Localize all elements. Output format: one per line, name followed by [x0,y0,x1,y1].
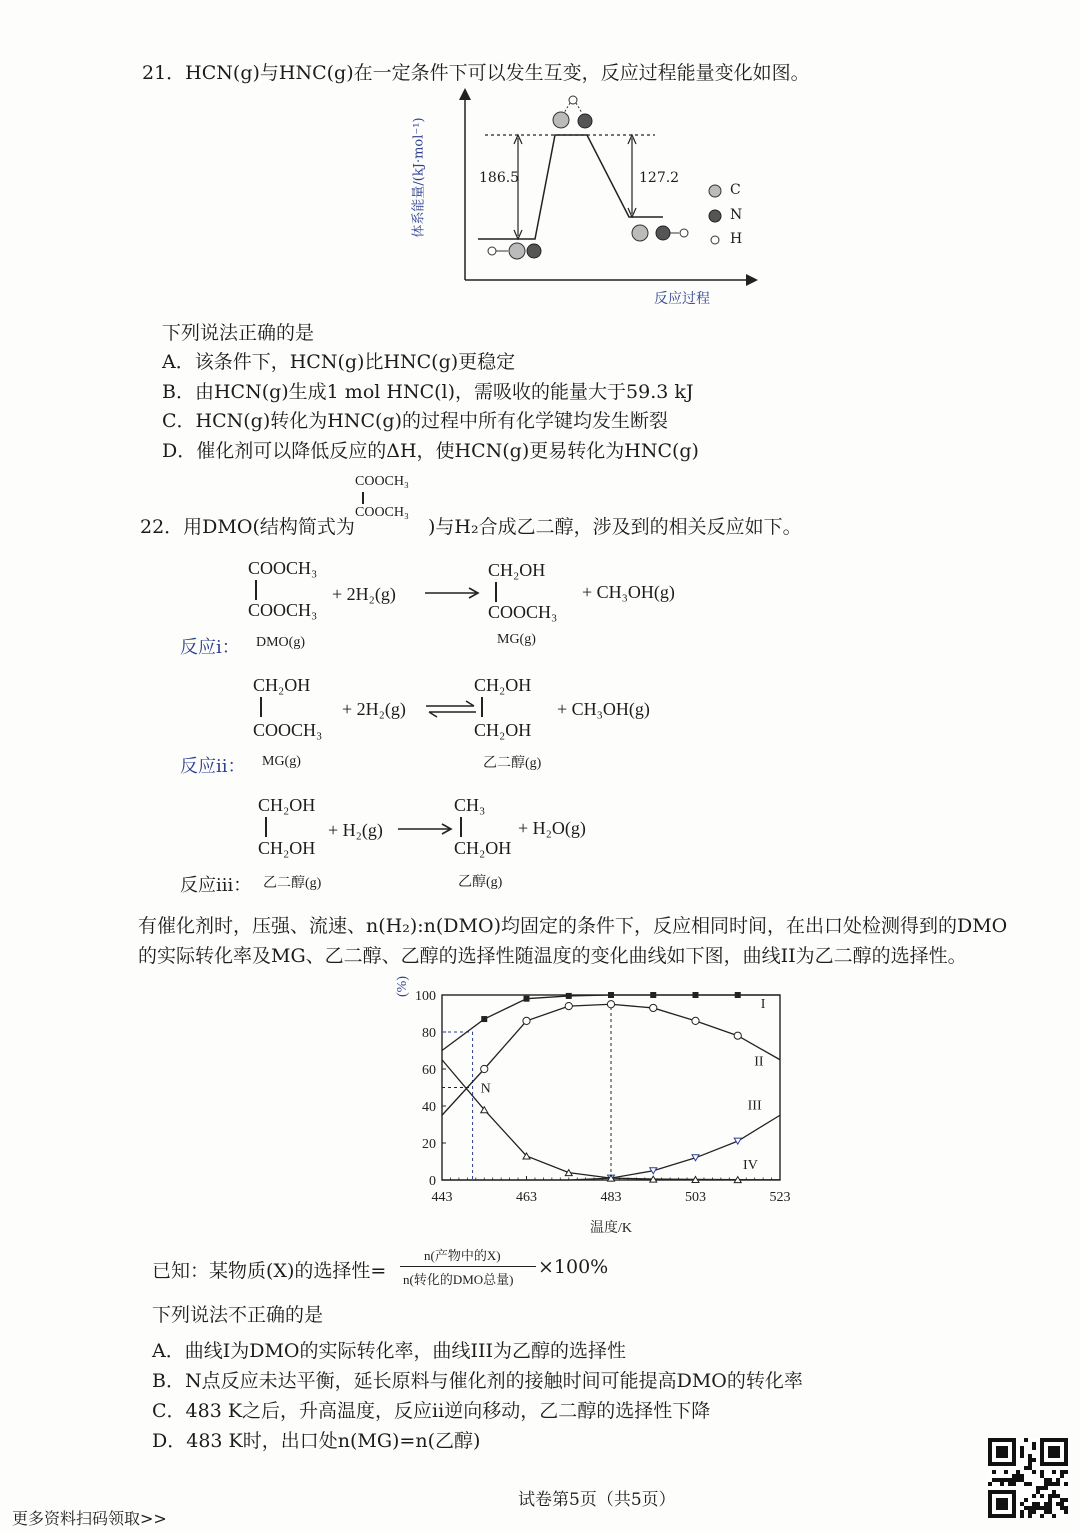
energy-curve [478,135,663,239]
r1-product2: + CH₃OH(g) [582,582,675,602]
r2-reagent: + 2H₂(g) [342,699,406,719]
x-tick-label: 443 [431,1190,453,1205]
r3-a-bottom: CH₂OH [258,838,316,858]
carbon-legend-icon [709,185,721,197]
q22-stem: 22．用DMO(结构简式为 [140,516,355,538]
marker-square [735,992,741,998]
r1-arrow-icon [425,585,481,601]
x-axis-label: 温度/K [590,1221,632,1235]
series-label-I: I [760,996,766,1012]
legend-h: H [730,231,743,247]
r2-a-name: MG(g) [262,754,301,769]
r2-a-bottom: COOCH₃ [253,720,323,740]
marker-circle [734,1032,741,1039]
q21-option-b: B．由HCN(g)生成1 mol HNC(l)，需吸收的能量大于59.3 kJ [162,381,694,403]
marker-circle [650,1004,657,1011]
known-prefix: 已知：某物质(X)的选择性= [152,1260,387,1282]
q22-stem-end: )与H₂合成乙二醇，涉及到的相关反应如下。 [428,516,802,538]
r3-label: 反应iii： [180,875,252,896]
q21-value-right: 127.2 [639,170,680,186]
r2-product2: + CH₃OH(g) [557,699,650,719]
legend-n: N [730,207,743,223]
q21-option-a: A．该条件下，HCN(g)比HNC(g)更稳定 [162,351,516,373]
qr-code-icon[interactable] [988,1438,1068,1518]
r3-reagent: + H₂(g) [328,820,383,840]
y-tick-label: 60 [422,1063,436,1078]
q22-option-b: B．N点反应未达平衡，延长原料与催化剂的接触时间可能提高DMO的转化率 [152,1370,803,1392]
marker-triangle-down [692,1155,699,1161]
known-suffix: ×100% [538,1256,609,1278]
marker-circle [692,1017,699,1024]
footer-scan-hint[interactable]: 更多资料扫码领取>> [12,1509,167,1528]
x-tick-label: 523 [769,1190,791,1205]
marker-square [524,996,530,1002]
marker-circle [523,1017,530,1024]
series-line-IV [442,1060,780,1180]
series-label-II: II [754,1054,764,1070]
series-label-III: III [747,1098,762,1114]
y-tick-label: 40 [422,1100,436,1115]
q22-paragraph-2: 的实际转化率及MG、乙二醇、乙醇的选择性随温度的变化曲线如下图，曲线II为乙二醇的选择性。 [138,945,967,967]
q22-prompt: 下列说法不正确的是 [152,1304,324,1326]
r3-b-name: 乙醇(g) [458,875,503,890]
r2-a-top: CH₂OH [253,675,311,695]
r2-label: 反应ii： [180,756,246,777]
r1-b-top: CH₂OH [488,560,546,580]
x-tick-label: 483 [600,1190,622,1205]
known-denominator: n(转化的DMO总量) [403,1272,514,1287]
known-numerator: n(产物中的X) [424,1248,501,1263]
r1-b-bottom: COOCH₃ [488,602,558,622]
q21-value-left: 186.5 [479,170,520,186]
marker-square [481,1016,487,1022]
marker-circle [481,1065,488,1072]
r1-reagent: + 2H₂(g) [332,584,396,604]
r2-b-bottom: CH₂OH [474,720,532,740]
r3-arrow-icon [398,821,454,837]
r3-a-top: CH₂OH [258,795,316,815]
r1-a-name: DMO(g) [256,635,305,650]
r1-a-bottom: COOCH₃ [248,600,318,620]
q21-prompt: 下列说法正确的是 [162,322,315,344]
marker-triangle-down [734,1138,741,1144]
dmo-struct-bottom: COOCH₃ [355,505,409,520]
q22-paragraph-1: 有催化剂时，压强、流速、n(H₂):n(DMO)均固定的条件下，反应相同时间，在出口处检测得到的DMO [138,915,1008,937]
marker-square [650,992,656,998]
y-axis-label: (%) [395,976,410,997]
selectivity-chart [380,975,810,1235]
marker-square [693,992,699,998]
transition-state-icon [553,96,592,128]
hcn-molecule-icon [488,243,541,259]
footer-page-number: 试卷第5页（共5页） [518,1490,676,1510]
point-n-label: N [480,1081,491,1097]
r2-equilibrium-arrow-icon [426,700,478,718]
legend-c: C [730,182,741,198]
r3-product2: + H₂O(g) [518,818,586,838]
q21-option-c: C．HCN(g)转化为HNC(g)的过程中所有化学键均发生断裂 [162,410,668,432]
hnc-molecule-icon [632,225,688,241]
y-tick-label: 80 [422,1026,436,1041]
hydrogen-legend-icon [711,236,719,244]
q21-option-d: D．催化剂可以降低反应的ΔH，使HCN(g)更易转化为HNC(g) [162,440,699,462]
marker-square [608,992,614,998]
q22-option-a: A．曲线I为DMO的实际转化率，曲线III为乙醇的选择性 [152,1340,627,1362]
y-tick-label: 20 [422,1137,436,1152]
marker-circle [565,1003,572,1010]
r1-label: 反应i： [180,637,240,658]
r3-b-bottom: CH₂OH [454,838,512,858]
series-label-IV: IV [743,1157,758,1173]
dmo-struct-top: COOCH₃ [355,474,409,489]
r3-a-name: 乙二醇(g) [263,876,322,891]
x-tick-label: 463 [516,1190,537,1205]
r2-b-top: CH₂OH [474,675,532,695]
q21-ylabel: 体系能量/(kJ·mol⁻¹) [411,117,427,238]
nitrogen-legend-icon [709,210,721,222]
r1-b-name: MG(g) [497,632,536,647]
q22-option-d: D．483 K时，出口处n(MG)=n(乙醇) [152,1430,481,1452]
r2-b-name: 乙二醇(g) [483,756,542,771]
marker-square [566,993,572,999]
q21-energy-diagram [430,88,760,310]
y-tick-label: 100 [415,989,436,1004]
marker-circle [607,1001,614,1008]
x-tick-label: 503 [685,1190,706,1205]
q22-option-c: C．483 K之后，升高温度，反应ii逆向移动，乙二醇的选择性下降 [152,1400,711,1422]
r1-a-top: COOCH₃ [248,558,318,578]
q21-stem: 21．HCN(g)与HNC(g)在一定条件下可以发生互变，反应过程能量变化如图。 [142,62,810,84]
r3-b-top: CH₃ [454,795,486,815]
q21-xlabel: 反应过程 [654,291,710,307]
y-tick-label: 0 [429,1174,436,1189]
